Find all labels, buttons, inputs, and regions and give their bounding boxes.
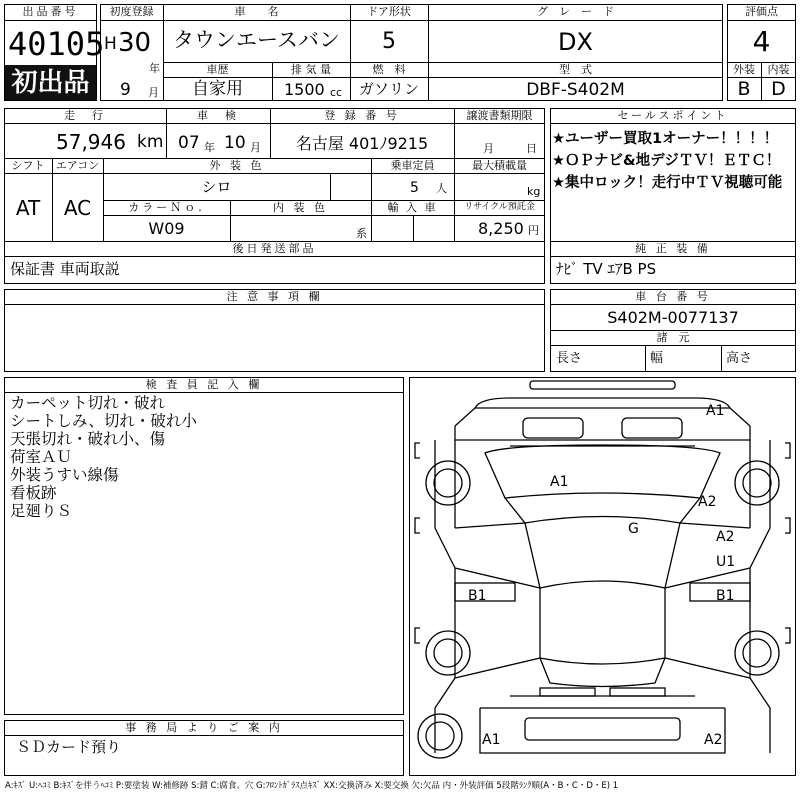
inspection-month: 10 bbox=[224, 133, 246, 153]
door-label: ドア形状 bbox=[367, 5, 411, 18]
interior-label: 内装 bbox=[767, 63, 790, 76]
dims-label: 諸 元 bbox=[656, 331, 690, 344]
import-label: 輸 入 車 bbox=[387, 201, 438, 214]
damage-mark: U1 bbox=[716, 554, 736, 570]
fuel-label: 燃 料 bbox=[372, 63, 406, 76]
ac: AC bbox=[63, 196, 92, 220]
exterior-label: 外装 bbox=[733, 63, 755, 76]
office-value: ＳＤカード預り bbox=[16, 738, 122, 756]
notes-label: 注 意 事 項 欄 bbox=[226, 290, 323, 303]
displacement-unit: cc bbox=[330, 86, 343, 99]
damage-mark: B1 bbox=[716, 588, 735, 604]
sales-line: ★集中ロック！走行中ＴＶ視聴可能 bbox=[552, 175, 783, 191]
model-name: タウンエースバン bbox=[173, 28, 340, 52]
shipping-value: 保証書 車両取説 bbox=[10, 260, 120, 278]
exterior-grade: B bbox=[737, 78, 751, 100]
interior-color-label: 内 装 色 bbox=[273, 201, 328, 214]
shipping-label: 後日発送部品 bbox=[232, 242, 317, 255]
sales-line: ★ＯＰナビ&地デジＴＶ！ＥＴＣ！ bbox=[552, 153, 781, 169]
damage-mark: A2 bbox=[698, 494, 717, 510]
inspector-label: 検 査 員 記 入 欄 bbox=[145, 378, 263, 391]
score: 4 bbox=[752, 25, 771, 58]
color: シロ bbox=[201, 178, 232, 196]
first-reg-month: 9 bbox=[120, 80, 131, 100]
doors: 5 bbox=[382, 29, 396, 54]
width-label: 幅 bbox=[650, 351, 664, 366]
inspector-line: カーペット切れ・破れ bbox=[10, 394, 166, 412]
damage-mark: A2 bbox=[704, 732, 723, 748]
inspection-month-unit: 月 bbox=[250, 141, 261, 154]
capacity-label: 乗車定員 bbox=[390, 159, 435, 172]
car-diagram bbox=[409, 377, 796, 776]
color-no: W09 bbox=[148, 219, 185, 238]
color-no-label: カラーＮｏ. bbox=[128, 201, 205, 214]
month-unit: 月 bbox=[148, 86, 159, 99]
car-diagram-svg bbox=[410, 378, 795, 775]
damage-mark: A1 bbox=[550, 474, 569, 490]
color-label: 外 装 色 bbox=[209, 159, 265, 172]
inspector-line: シートしみ、切れ・破れ小 bbox=[10, 412, 197, 430]
transfer-day-unit: 日 bbox=[526, 142, 537, 155]
first-reg-year: 30 bbox=[118, 28, 152, 58]
model-code: DBF-S402M bbox=[526, 80, 625, 100]
capacity-unit: 人 bbox=[436, 182, 447, 195]
transfer-label: 譲渡書類期限 bbox=[466, 109, 533, 122]
lot-label: 出品番号 bbox=[22, 5, 79, 18]
interior-unit: 系 bbox=[356, 227, 367, 240]
grade: DX bbox=[558, 28, 593, 56]
inspector-line: 外装うすい線傷 bbox=[10, 466, 119, 484]
damage-mark: A1 bbox=[706, 403, 725, 419]
score-label: 評価点 bbox=[745, 5, 778, 18]
equipment-label: 純 正 装 備 bbox=[635, 242, 711, 255]
first-reg-era: H bbox=[104, 34, 117, 54]
first-listing-text: 初出品 bbox=[11, 68, 90, 98]
first-reg-label: 初度登録 bbox=[109, 5, 154, 18]
damage-mark: G bbox=[628, 521, 639, 537]
load-label: 最大積載量 bbox=[472, 159, 527, 172]
history: 自家用 bbox=[192, 79, 243, 99]
interior-grade: D bbox=[771, 78, 786, 100]
fuel: ガソリン bbox=[358, 80, 419, 98]
displacement-label: 排 気 量 bbox=[291, 63, 331, 76]
grade-label: グ レ ー ド bbox=[537, 5, 614, 18]
history-label: 車歴 bbox=[206, 63, 229, 76]
chassis-value: S402M-0077137 bbox=[607, 308, 739, 327]
capacity: 5 bbox=[410, 180, 419, 196]
shift-label: シフト bbox=[11, 159, 45, 172]
inspector-line: 天張切れ・破れ小、傷 bbox=[10, 430, 166, 448]
shift: AT bbox=[15, 196, 41, 220]
chassis-label: 車 台 番 号 bbox=[635, 290, 711, 303]
mileage: 57,946 bbox=[56, 130, 126, 154]
mileage-label: 走 行 bbox=[64, 109, 106, 122]
recycle: 8,250 bbox=[478, 219, 524, 238]
recycle-label: リサイクル預託金 bbox=[464, 202, 535, 212]
sales-line: ★ユーザー買取1オーナー！！！！ bbox=[552, 131, 779, 147]
transfer-month-unit: 月 bbox=[483, 142, 494, 155]
inspection-year-unit: 年 bbox=[204, 141, 215, 154]
sales-label: セールスポイント bbox=[617, 109, 729, 122]
load-unit: kg bbox=[527, 185, 541, 198]
year-unit: 年 bbox=[149, 62, 160, 75]
damage-mark: A2 bbox=[716, 529, 735, 545]
inspector-line: 足廻りＳ bbox=[10, 502, 73, 520]
lot-number: 40105 bbox=[8, 25, 105, 63]
office-label: 事 務 局 よ り ご 案 内 bbox=[125, 721, 283, 734]
type-label: 型 式 bbox=[559, 63, 592, 76]
plate-label: 登 録 番 号 bbox=[324, 109, 400, 122]
inspection-label: 車 検 bbox=[197, 109, 239, 122]
length-label: 長さ bbox=[556, 351, 583, 366]
plate: 名古屋 401ﾉ9215 bbox=[295, 134, 429, 153]
legend: A:ｷｽﾞ U:ﾍｺﾐ B:ｷｽﾞを伴うﾍｺﾐ P:要塗装 W:補修跡 S:錆 C:腐食、穴 G:ﾌﾛﾝﾄｶﾞﾗｽ点ｷｽﾞ XX:交換済み X:要交換 欠:欠品 内・外装評価 5段階ﾗﾝｸ順(A・B・C・D・E) 1 bbox=[5, 781, 619, 791]
damage-mark: A1 bbox=[482, 732, 501, 748]
inspection-year: 07 bbox=[178, 133, 200, 153]
displacement: 1500 bbox=[284, 80, 325, 99]
damage-mark: B1 bbox=[468, 588, 487, 604]
recycle-unit: 円 bbox=[528, 224, 539, 237]
equipment-value: ﾅﾋﾞ TV ｴｱB PS bbox=[556, 260, 657, 278]
ac-label: エアコン bbox=[55, 159, 100, 172]
mileage-unit: km bbox=[137, 132, 164, 152]
inspector-line: 看板跡 bbox=[10, 484, 57, 502]
inspector-line: 荷室ＡＵ bbox=[10, 448, 73, 466]
height-label: 高さ bbox=[726, 351, 753, 366]
model-name-label: 車 名 bbox=[234, 5, 279, 18]
